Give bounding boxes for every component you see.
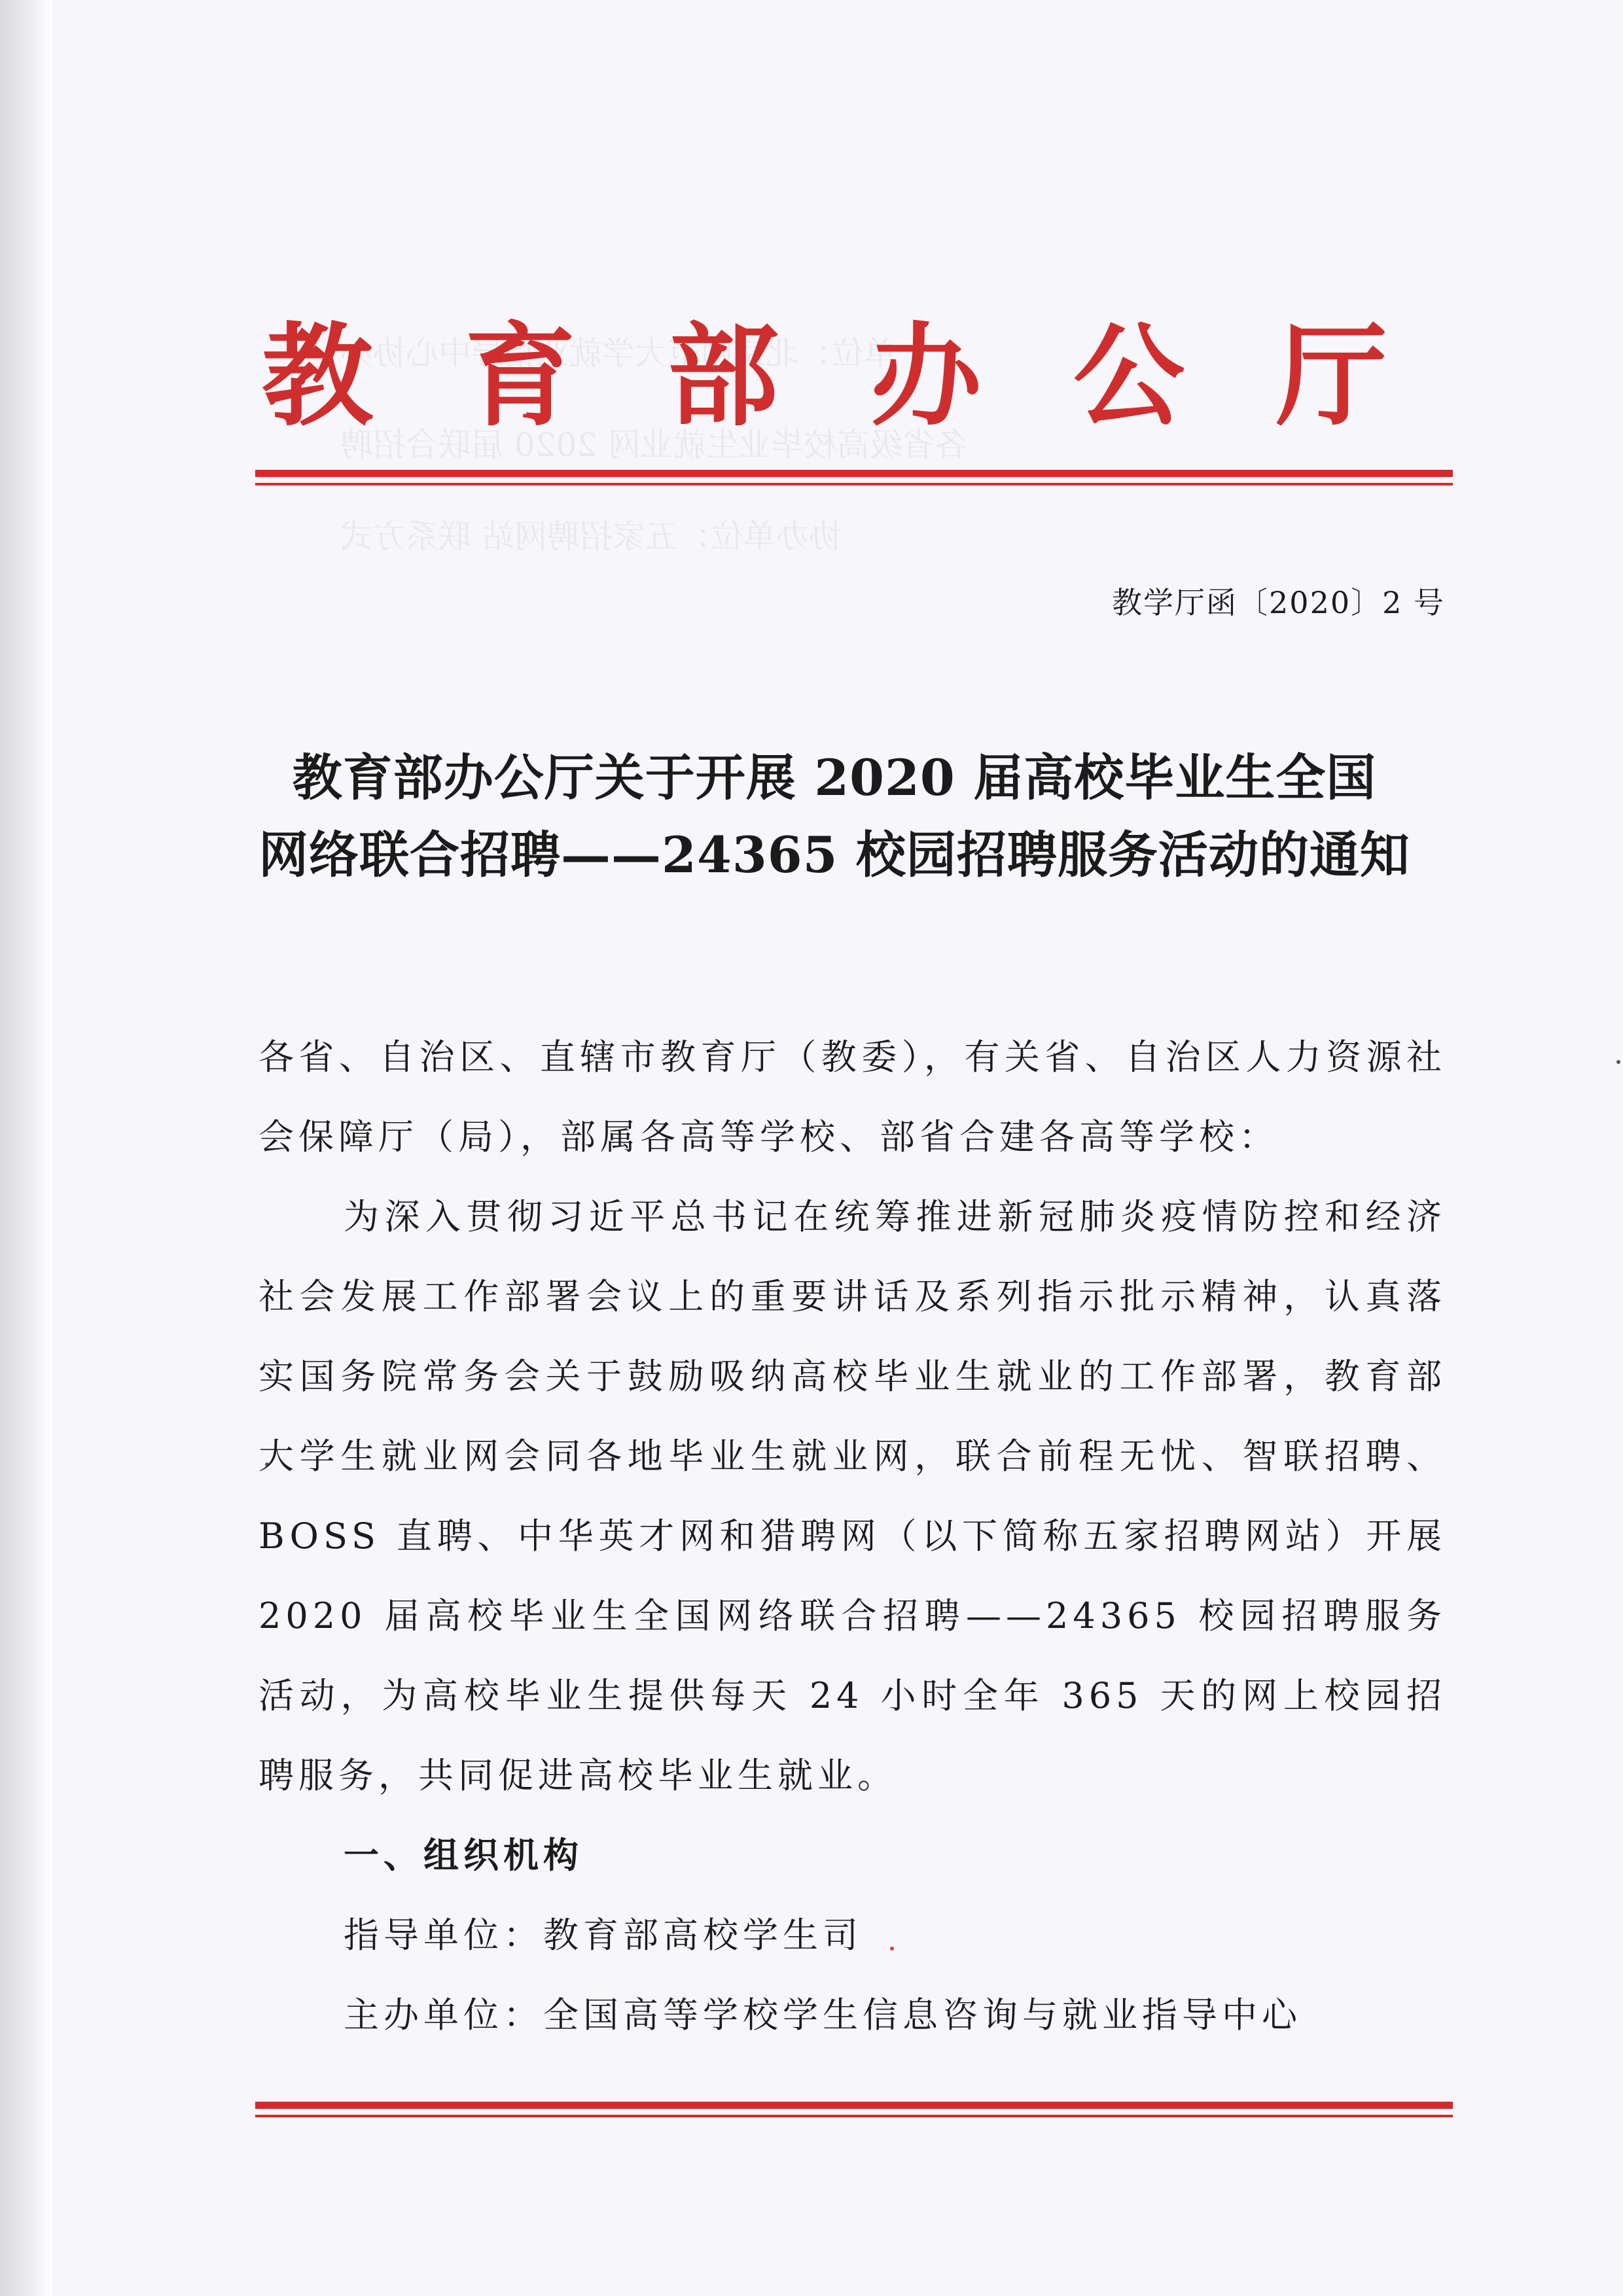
letterhead-char: 公 bbox=[1073, 310, 1185, 442]
section-heading: 一、组织机构 bbox=[344, 1835, 583, 1876]
show-through-text: 各省级高校毕业生就业网 2020 届联合招聘 bbox=[340, 426, 969, 464]
scan-edge bbox=[0, 0, 52, 2296]
document-number: 教学厅函〔2020〕2 号 bbox=[1112, 585, 1445, 620]
document-body bbox=[259, 1017, 1446, 2055]
letterhead-char: 办 bbox=[870, 310, 982, 442]
title-line-2: 网络联合招聘——24365 校园招聘服务活动的通知 bbox=[259, 826, 1410, 884]
letterhead-char: 厅 bbox=[1275, 310, 1387, 442]
letterhead-title bbox=[262, 294, 1387, 442]
letterhead-char: 部 bbox=[667, 310, 779, 442]
body-paragraph: 为深入贯彻习近平总书记在统筹推进新冠肺炎疫情防控和经济社会发展工作部署会议上的重要讲话及系列指示批示精神，认真落实国务院常务会关于鼓励吸纳高校毕业生就业的工作部署，教育部大学生就业网会同各地毕业生就业网，联合前程无忧、智联招聘、BOSS 直聘、中华英才网和猎聘网（以下简称五家招聘网站）开展 2020 届高校毕业生全国网络联合招聘——24365 校园招聘服务活动，为高校毕业生提供每天 24 小时全年 365 天的网上校园招聘服务，共同促进高校毕业生就业。 bbox=[259, 1196, 1446, 1796]
salutation: 各省、自治区、直辖市教育厅（教委），有关省、自治区人力资源社会保障厅（局），部属各高等学校、部省合建各高等学校： bbox=[259, 1036, 1446, 1157]
scan-speck bbox=[1616, 1060, 1620, 1064]
guiding-unit: 指导单位：教育部高校学生司 bbox=[344, 1915, 863, 1956]
letterhead-char: 教 bbox=[262, 310, 374, 442]
letterhead-rule bbox=[255, 470, 1453, 486]
footer-rule bbox=[255, 2102, 1453, 2117]
show-through-text: 协办单位：五家招聘网站 联系方式 bbox=[340, 518, 842, 556]
show-through-text: 单位：北京师范大学就业指导中心协办 bbox=[340, 334, 897, 372]
letterhead-char: 育 bbox=[464, 310, 576, 442]
host-unit: 主办单位：全国高等学校学生信息咨询与就业指导中心 bbox=[344, 1994, 1302, 2036]
document-title bbox=[196, 739, 1472, 894]
title-line-1: 教育部办公厅关于开展 2020 届高校毕业生全国 bbox=[292, 749, 1377, 807]
